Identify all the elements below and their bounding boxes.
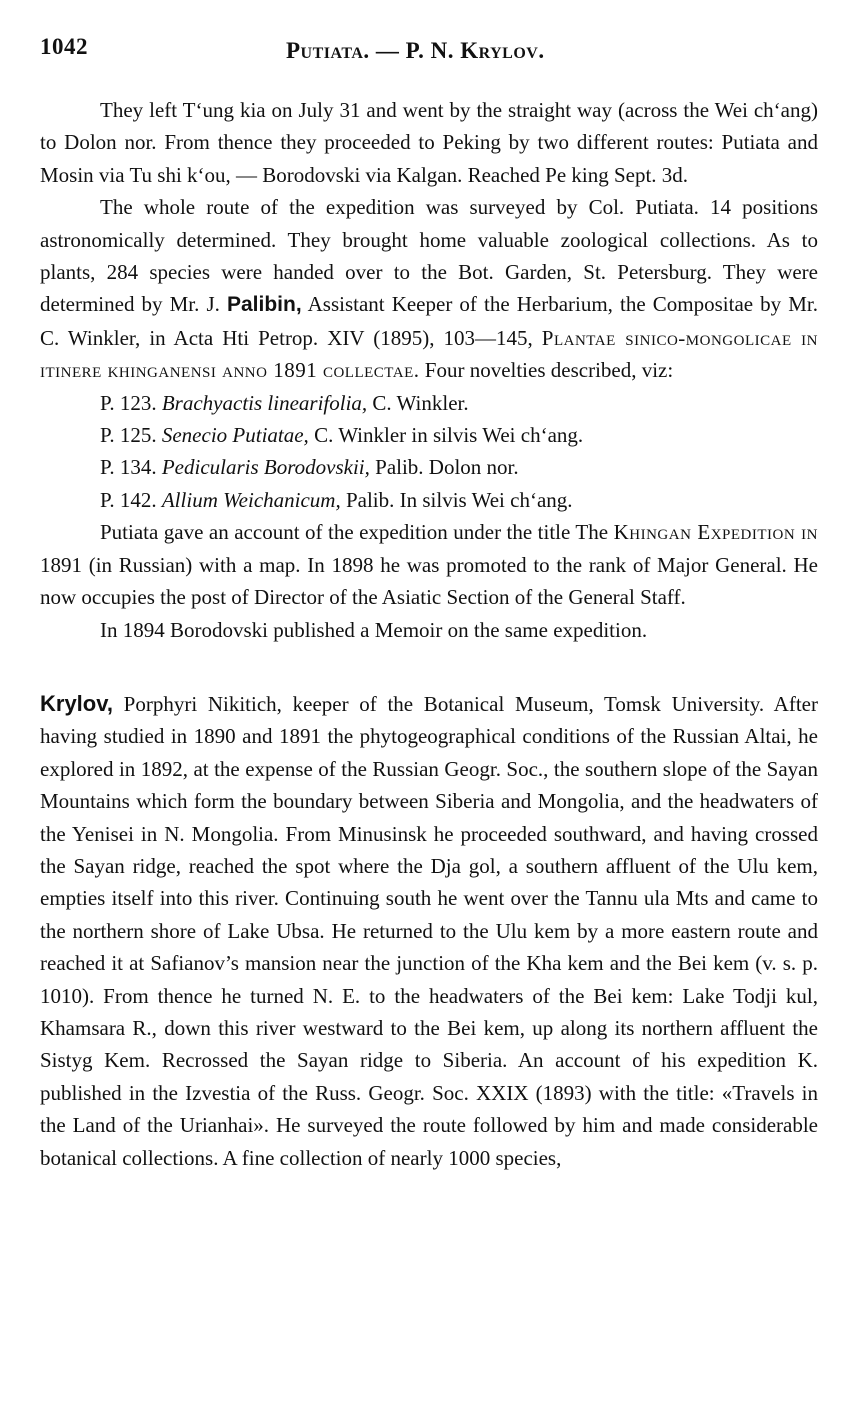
palibin-name: Palibin,: [226, 293, 302, 317]
running-head: Putiata. — P. N. Krylov.: [286, 38, 545, 63]
entry-krylov: [40, 688, 818, 1174]
novelty-ref: P. 123.: [100, 390, 157, 415]
survey-text-c: Four novelties described, viz:: [424, 358, 674, 383]
novelty-ref: P. 142.: [100, 487, 157, 512]
novelty-ref: P. 125.: [100, 423, 157, 448]
list-item: [40, 387, 818, 419]
survey-text-b: Assistant Keeper of the Herbarium, the Compositae by Mr. C. Winkler, in Acta Hti Petrop. XIV (1895), 103—145,: [40, 292, 819, 350]
page-number: 1042: [40, 34, 88, 59]
page-header: [40, 34, 820, 74]
paragraph-survey: [40, 191, 818, 386]
section-gap: [40, 646, 818, 688]
novelty-ref: P. 134.: [100, 455, 157, 480]
paragraph-route: They left Tʻung kia on July 31 and went by the straight way (across the Wei chʻang) to Dolon nor. From thence they proceeded to Peking by two different routes: Putiata and Mosin via Tu shi kʻou, — Borodovski via Kalgan. Reached Pe king Sept. 3d.: [40, 98, 818, 187]
list-item: [40, 419, 818, 451]
publication-title: Plantae sinico-mongolicae in itinere khinganensi anno 1891 collectae.: [40, 325, 818, 383]
novelty-taxon: Pedicularis Borodovskii,: [161, 455, 370, 480]
paragraph-memoir: In 1894 Borodovski published a Memoir on the same expedition.: [100, 617, 648, 642]
novelty-rest: C. Winkler.: [372, 390, 469, 415]
novelty-taxon: Brachyactis linearifolia,: [161, 390, 368, 415]
novelty-rest: C. Winkler in silvis Wei chʻang.: [314, 423, 584, 448]
paragraph-account: [40, 516, 818, 613]
novelty-taxon: Allium Weichanicum,: [161, 487, 341, 512]
entry-name: Krylov,: [40, 690, 113, 716]
page-body: [40, 94, 818, 1174]
survey-text-a: The whole route of the expedition was surveyed by Col. Putiata. 14 positions astronomically determined. They brought home valuable zoological collections. As to plants, 284 species were handed over to the Bot. Garden, St. Petersburg. They were determined by Mr. J.: [40, 195, 818, 317]
account-title: Khingan Expedition in: [613, 520, 819, 545]
novelty-rest: Palib. In silvis Wei chʻang.: [345, 487, 573, 512]
account-text-a: Putiata gave an account of the expedition under the title The: [100, 520, 609, 545]
novelty-rest: Palib. Dolon nor.: [375, 455, 519, 480]
list-item: [40, 451, 818, 483]
entry-text: Porphyri Nikitich, keeper of the Botanical Museum, Tomsk University. After having studied in 1890 and 1891 the phytogeographical conditions of the Russian Altai, he explored in 1892, at the expense of the Russian Geogr. Soc., the southern slope of the Sayan Mountains which form the boundary between Siberia and Mongolia, and the headwaters of the Yenisei in N. Mongolia. From Minusinsk he proceeded southward, and having crossed the Sayan ridge, reached the spot where the Dja gol, a southern affluent of the Ulu kem, empties itself into this river. Continuing south he went over the Tannu ula Mts and came to the northern shore of Lake Ubsa. He returned to the Ulu kem by a more eastern route and reached it at Safianov’s mansion near the junction of the Kha kem and the Bei kem (v. s. p. 1010). From thence he turned N. E. to the headwaters of the Bei kem: Lake Todji kul, Khamsara R., down this river westward to the Bei kem, up along its northern affluent the Sistyg Kem. Recrossed the Sayan ridge to Siberia. An account of his expedition K. published in the Izvestia of the Russ. Geogr. Soc. XXIX (1893) with the title: «Travels in the Land of the Urianhai». He surveyed the route followed by him and made considerable botanical collections. A fine collection of nearly 1000 species,: [40, 691, 818, 1170]
list-item: [40, 484, 818, 516]
account-text-b: 1891 (in Russian) with a map. In 1898 he was promoted to the rank of Major General. He now occupies the post of Director of the Asiatic Section of the General Staff.: [40, 552, 818, 610]
novelty-taxon: Senecio Putiatae,: [161, 423, 309, 448]
